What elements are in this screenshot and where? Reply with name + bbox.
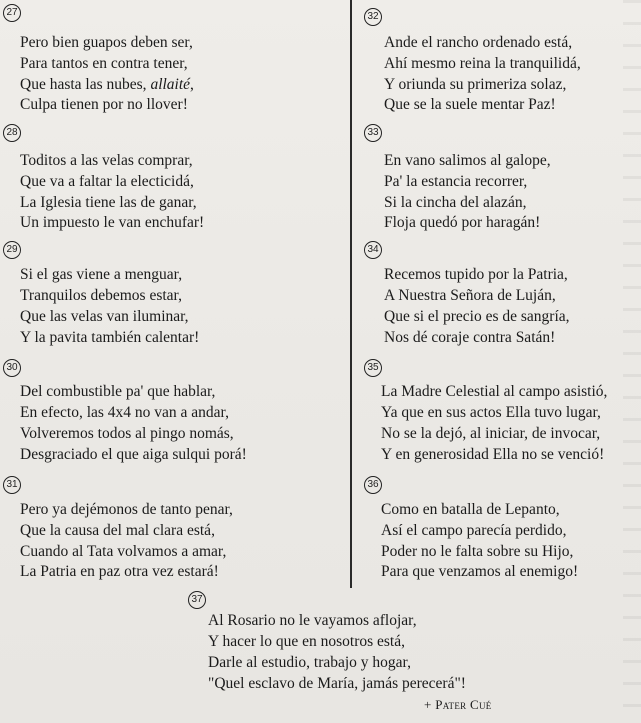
verse-line: Pa' la estancia recorrer, bbox=[384, 173, 528, 190]
stanza-number-badge: 31 bbox=[3, 476, 21, 494]
verse-line: Del combustible pa' que hablar, bbox=[20, 383, 216, 400]
column-divider bbox=[350, 0, 352, 588]
author-name: Pater Cué bbox=[435, 697, 492, 712]
verse-line: Pero bien guapos deben ser, bbox=[20, 34, 193, 51]
verse-line: Volveremos todos al pingo nomás, bbox=[20, 425, 234, 442]
stanza-number-badge: 33 bbox=[364, 124, 382, 142]
stanza-number-badge: 35 bbox=[364, 359, 382, 377]
stanza-number-badge: 37 bbox=[188, 591, 206, 609]
verse-line: Toditos a las velas comprar, bbox=[20, 152, 193, 169]
stanza-number-badge: 34 bbox=[364, 241, 382, 259]
verse-line: Al Rosario no le vayamos aflojar, bbox=[208, 612, 417, 629]
verse-line: Recemos tupido por la Patria, bbox=[384, 266, 568, 283]
verse-line: Así el campo parecía perdido, bbox=[381, 522, 567, 539]
verse-line: La Iglesia tiene las de ganar, bbox=[20, 194, 197, 211]
cross-symbol: + bbox=[424, 697, 432, 712]
verse-line: Tranquilos debemos estar, bbox=[20, 287, 182, 304]
stanza-number-badge: 29 bbox=[3, 241, 21, 259]
verse-line: Un impuesto le van enchufar! bbox=[20, 214, 205, 231]
verse-line: Desgraciado el que aiga sulqui porá! bbox=[20, 446, 247, 463]
verse-line: Y hacer lo que en nosotros está, bbox=[208, 633, 405, 650]
verse-line: Pero ya dejémonos de tanto penar, bbox=[20, 501, 233, 518]
verse-line: "Quel esclavo de María, jamás perecerá"! bbox=[208, 675, 466, 692]
verse-line: No se la dejó, al iniciar, de invocar, bbox=[381, 425, 601, 442]
verse-line: En vano salimos al galope, bbox=[384, 152, 551, 169]
author-signature bbox=[424, 697, 492, 713]
verse-line: En efecto, las 4x4 no van a andar, bbox=[20, 404, 229, 421]
verse-line: Darle al estudio, trabajo y hogar, bbox=[208, 654, 411, 671]
verse-line: Que se la suele mentar Paz! bbox=[384, 96, 556, 113]
verse-line: Ahí mesmo reina la tranquilidá, bbox=[384, 55, 581, 72]
verse-line: Que las velas van iluminar, bbox=[20, 308, 189, 325]
verse-line: Que hasta las nubes, allaité, bbox=[20, 76, 194, 93]
stanza-number-badge: 27 bbox=[3, 4, 21, 22]
verse-line: Como en batalla de Lepanto, bbox=[381, 501, 560, 518]
verse-line: Si la cincha del alazán, bbox=[384, 194, 527, 211]
verse-line: Y oriunda su primeriza solaz, bbox=[384, 76, 567, 93]
verse-line: Culpa tienen por no llover! bbox=[20, 96, 188, 113]
stanza-number-badge: 30 bbox=[3, 359, 21, 377]
verse-line: Para tantos en contra tener, bbox=[20, 55, 188, 72]
verse-line: La Madre Celestial al campo asistió, bbox=[381, 383, 608, 400]
stanza-number-badge: 28 bbox=[3, 124, 21, 142]
verse-line: Que si el precio es de sangría, bbox=[384, 308, 570, 325]
verse-line: Ya que en sus actos Ella tuvo lugar, bbox=[381, 404, 601, 421]
stanza-number-badge: 32 bbox=[364, 8, 382, 26]
verse-line: La Patria en paz otra vez estará! bbox=[20, 563, 219, 580]
page-edge-bleed bbox=[623, 0, 641, 723]
verse-line: A Nuestra Señora de Luján, bbox=[384, 287, 556, 304]
verse-line: Y en generosidad Ella no se venció! bbox=[381, 446, 605, 463]
verse-line: Nos dé coraje contra Satán! bbox=[384, 329, 556, 346]
verse-line: Floja quedó por haragán! bbox=[384, 214, 541, 231]
verse-line: Que va a faltar la electicidá, bbox=[20, 173, 194, 190]
verse-line: Y la pavita también calentar! bbox=[20, 329, 200, 346]
verse-line: Cuando al Tata volvamos a amar, bbox=[20, 543, 227, 560]
verse-line: Que la causa del mal clara está, bbox=[20, 522, 215, 539]
verse-line: Poder no le falta sobre su Hijo, bbox=[381, 543, 574, 560]
verse-line: Si el gas viene a menguar, bbox=[20, 266, 183, 283]
stanza-number-badge: 36 bbox=[364, 476, 382, 494]
verse-line: Ande el rancho ordenado está, bbox=[384, 34, 573, 51]
verse-line: Para que venzamos al enemigo! bbox=[381, 563, 579, 580]
